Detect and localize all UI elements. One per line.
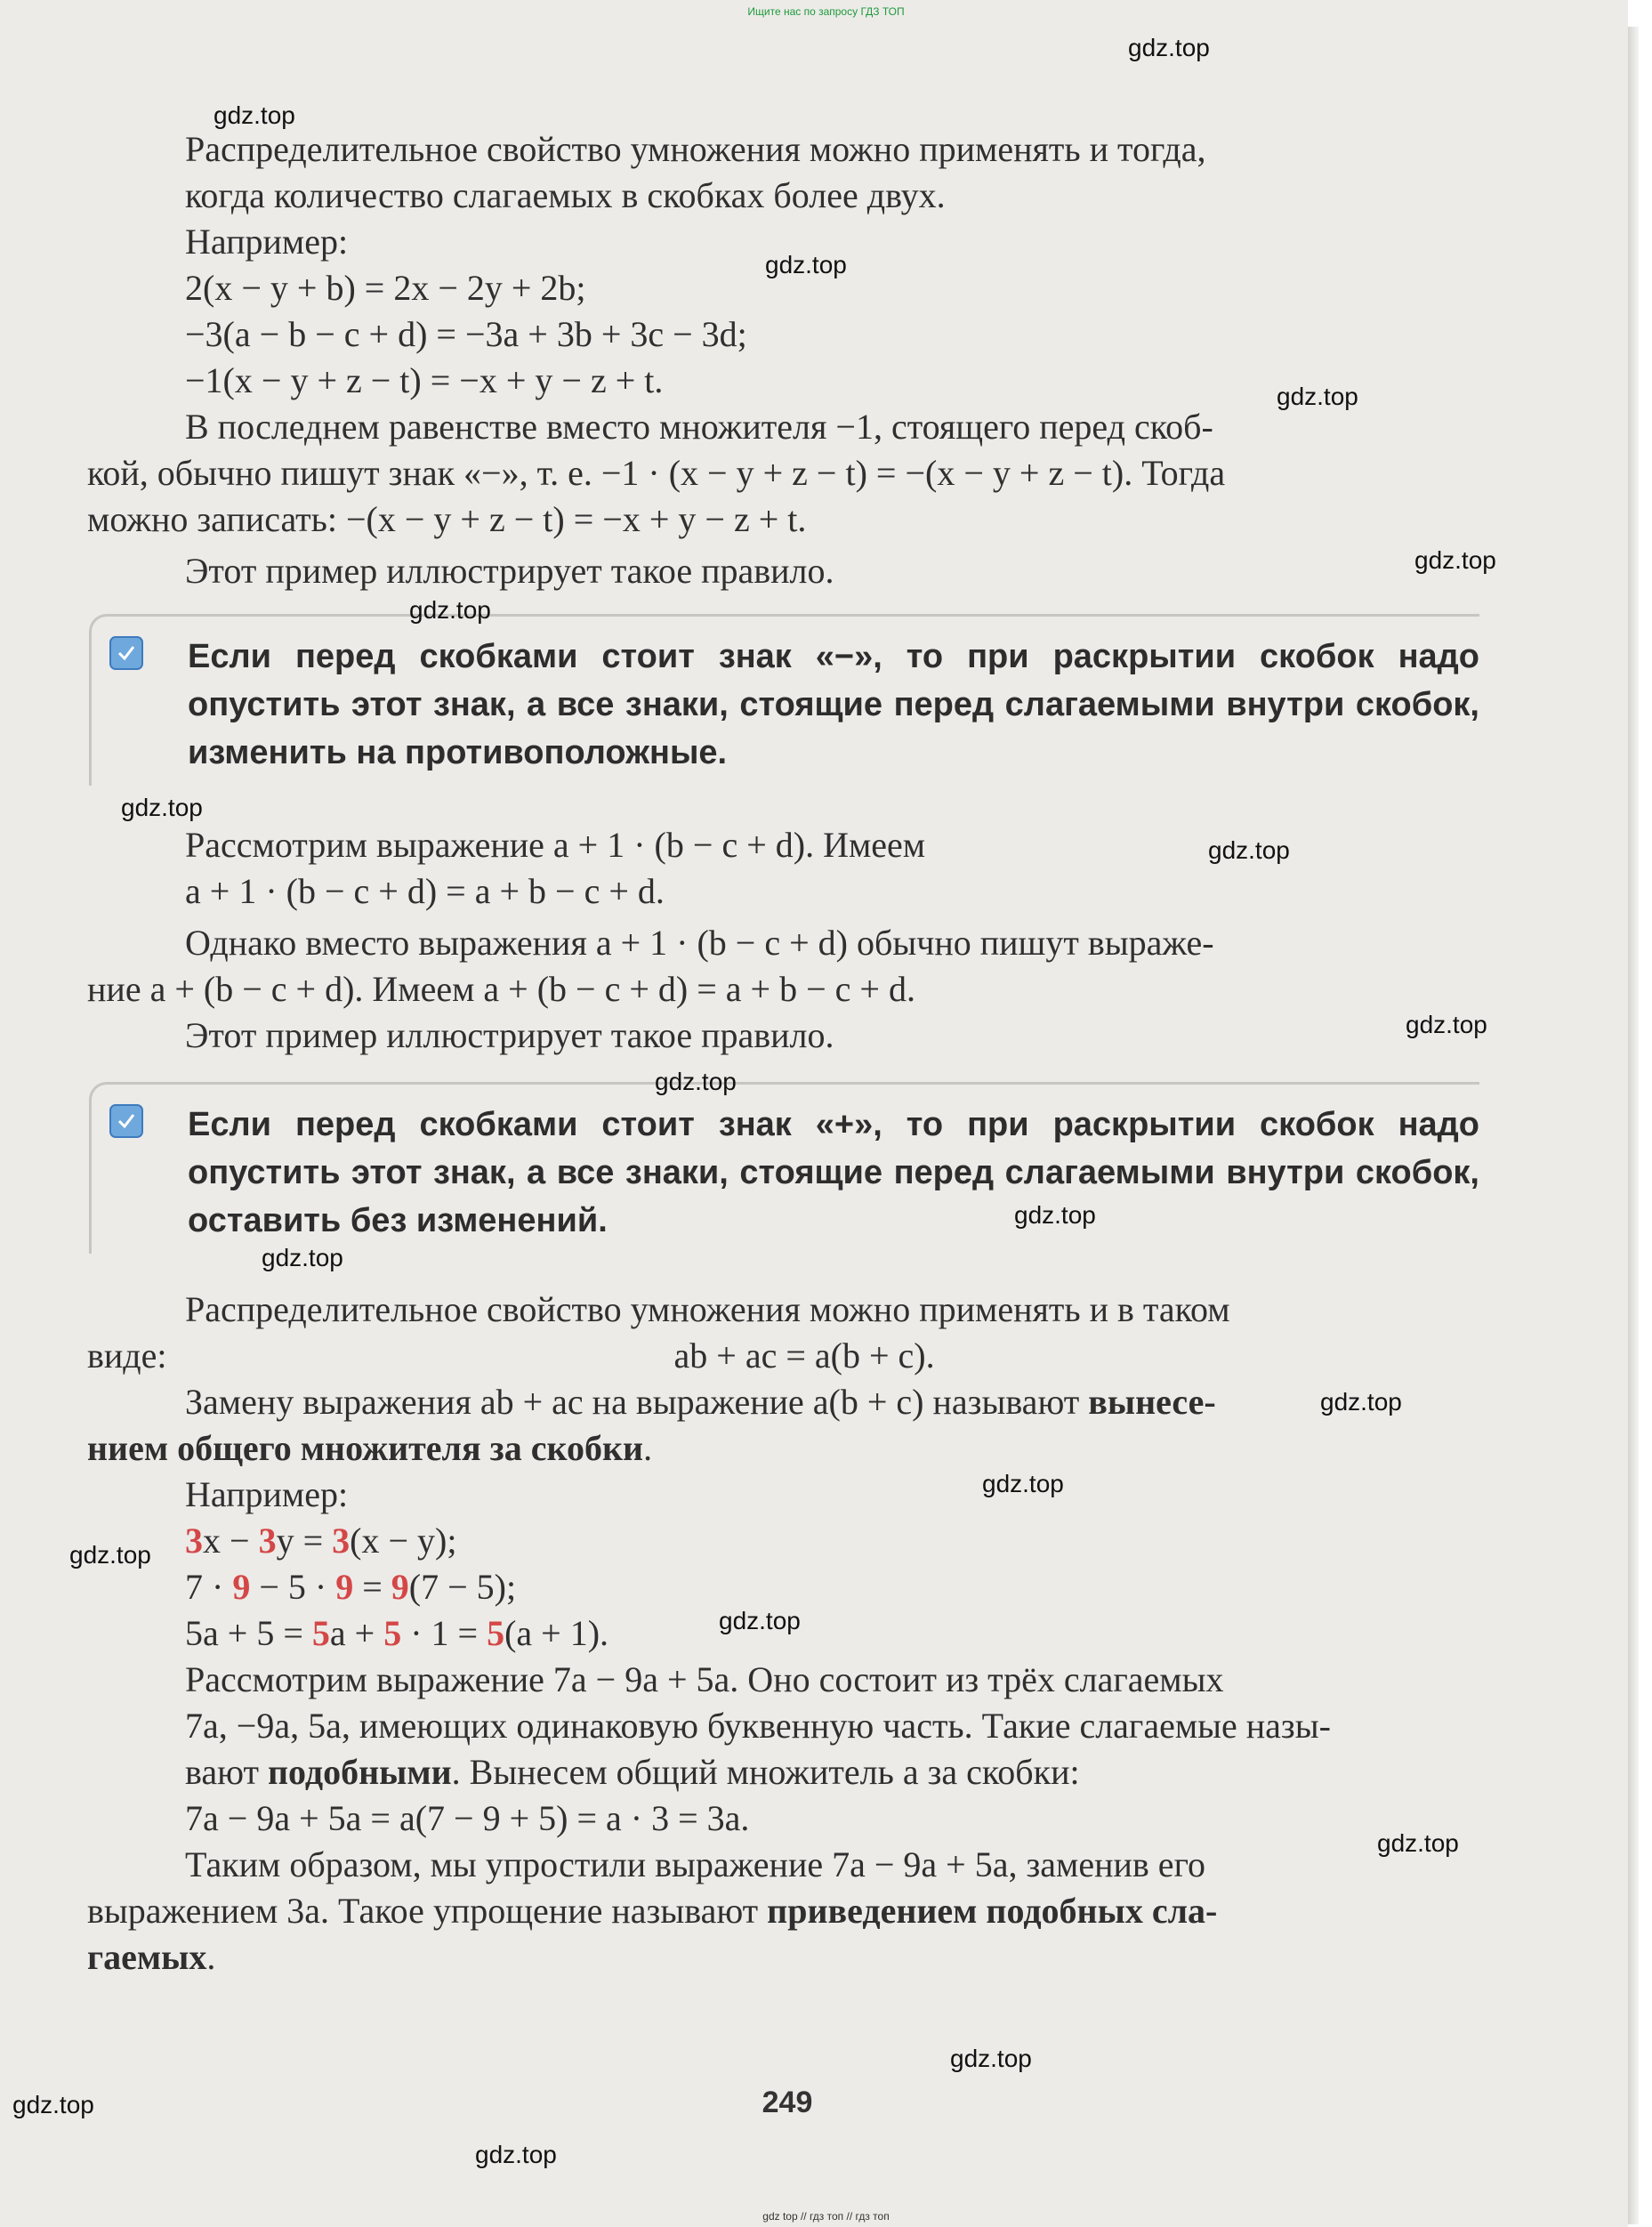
watermark: gdz.top [1208,836,1290,864]
paragraph-line-2: кой, обычно пишут знак «−», т. е. −1 · (x − y + z − t) = −(x − y + z − t). Тогда [87,453,1226,493]
rule-text-minus: Если перед скобками стоит знак «−», то при раскрытии скобок надо опустить этот знак, а все знаки, стоящие перед слагаемыми внутри скобок, изменить на противоположные. [188,638,1479,771]
s3-line-3 [185,1379,1475,1425]
factor-highlight: 9 [232,1567,251,1607]
paragraph-line-3: можно записать: −(x − y + z − t) = −x + y − z + t. [87,499,807,539]
watermark: gdz.top [655,1068,737,1095]
watermark: gdz.top [409,596,491,624]
s3-term-end: . [643,1428,653,1468]
illustrates-line: Этот пример иллюстрирует такое правило. [185,551,834,591]
term-reduction: приведением подобных сла- [767,1891,1218,1931]
s3-para-1-line-2: 7a, −9a, 5a, имеющих одинаковую буквенную часть. Такие слагаемые назы- [185,1706,1331,1746]
watermark: gdz.top [1406,1011,1487,1038]
s3-para-2-line-2 [87,1888,1475,1934]
s3-para-1-line-1: Рассмотрим выражение 7a − 9a + 5a. Оно состоит из трёх слагаемых [185,1659,1224,1699]
s3-example-1 [185,1518,1475,1564]
watermark: gdz.top [982,1470,1064,1497]
factor-highlight: 9 [391,1567,409,1607]
bottom-banner: gdz top // гдз топ // гдз топ [762,2210,890,2223]
watermark: gdz.top [1414,546,1496,574]
intro-line-1: Распределительное свойство умножения можно применять и тогда, [185,129,1206,169]
ex3-part: (a + 1). [504,1613,609,1653]
ex3-part: · 1 = [401,1613,488,1653]
s3-example-label: Например: [185,1474,349,1514]
example-label: Например: [185,222,349,262]
factor-highlight: 5 [487,1613,505,1653]
ex2-part: (7 − 5); [408,1567,517,1607]
term-reduction-end: гаемых [87,1937,207,1977]
para-part: . [206,1937,216,1977]
top-banner: Ищите нас по запросу ГДЗ ТОП [747,5,905,18]
ex1-part: (x − y); [350,1521,457,1561]
s2-line-2: a + 1 · (b − c + d) = a + b − c + d. [185,871,665,911]
s3-line-2-prefix: виде: [87,1335,167,1376]
para-part: . Вынесем общий множитель a за скобки: [451,1752,1080,1792]
equation-2: −3(a − b − c + d) = −3a + 3b + 3c − 3d; [185,314,747,354]
ex2-part: − 5 · [250,1567,336,1607]
watermark: gdz.top [1277,383,1358,410]
section-1 [87,126,1475,594]
s3-equation: 7a − 9a + 5a = a(7 − 9 + 5) = a · 3 = 3a. [185,1798,750,1838]
s3-line-4 [87,1425,1475,1472]
watermark: gdz.top [12,2091,94,2118]
watermark: gdz.top [262,1244,343,1271]
page-number: 249 [762,2086,813,2119]
para-part: выражением 3a. Такое упрощение называют [87,1891,768,1931]
s3-example-2 [185,1564,1475,1610]
s3-term-1: вынесе- [1088,1382,1216,1422]
watermark: gdz.top [121,794,203,821]
term-similar: подобными [267,1752,452,1792]
ex3-part: 5a + 5 = [185,1613,312,1653]
ex1-part: y = [276,1521,333,1561]
factor-highlight: 9 [335,1567,354,1607]
equation-3: −1(x − y + z − t) = −x + y − z + t. [185,360,664,400]
s3-para-2-line-1: Таким образом, мы упростили выражение 7a − 9a + 5a, заменив его [185,1844,1205,1884]
ex1-part: x − [203,1521,259,1561]
watermark: gdz.top [1377,1829,1459,1857]
ex3-part: a + [329,1613,384,1653]
watermark: gdz.top [214,101,295,129]
s2-line-1: Рассмотрим выражение a + 1 · (b − c + d). Имеем [185,825,926,865]
s3-example-3 [185,1610,1475,1657]
watermark: gdz.top [765,251,847,278]
factor-highlight: 3 [258,1521,277,1561]
watermark: gdz.top [475,2141,557,2168]
ex2-part: 7 · [185,1567,233,1607]
s2-illustrates: Этот пример иллюстрирует такое правило. [185,1015,834,1055]
watermark: gdz.top [1014,1201,1096,1229]
s3-term-2: нием общего множителя за скобки [87,1428,644,1468]
ex2-part: = [353,1567,391,1607]
rule-check-icon [109,636,143,670]
s3-line-2 [87,1333,1475,1379]
factor-highlight: 5 [383,1613,402,1653]
watermark: gdz.top [1128,34,1210,61]
watermark: gdz.top [719,1607,801,1634]
s2-line-4: ние a + (b − c + d). Имеем a + (b − c + d) = a + b − c + d. [87,969,915,1009]
s3-para-1-line-3 [185,1749,1475,1795]
s3-line-3-text: Замену выражения ab + ac на выражение a(b + c) называют [185,1382,1080,1422]
paragraph-line-1: В последнем равенстве вместо множителя −1, стоящего перед скоб- [185,407,1213,447]
page-edge [1628,27,1639,2224]
rule-text-plus: Если перед скобками стоит знак «+», то при раскрытии скобок надо опустить этот знак, а все знаки, стоящие перед слагаемыми внутри скобок, оставить без изменений. [188,1106,1479,1239]
s3-formula: ab + ac = a(b + c). [673,1335,935,1376]
watermark: gdz.top [950,2045,1032,2072]
watermark: gdz.top [69,1541,151,1569]
factor-highlight: 3 [332,1521,351,1561]
rule-box-minus [89,614,1479,786]
s3-line-1: Распределительное свойство умножения можно применять и в таком [185,1289,1230,1329]
s3-para-2-line-3 [87,1934,1475,1981]
equation-1: 2(x − y + b) = 2x − 2y + 2b; [185,268,586,308]
rule-box-plus [89,1082,1479,1254]
factor-highlight: 3 [185,1521,203,1561]
para-part: вают [185,1752,268,1792]
watermark: gdz.top [1320,1388,1402,1416]
s2-line-3: Однако вместо выражения a + 1 · (b − c + d) обычно пишут выраже- [185,923,1214,963]
factor-highlight: 5 [311,1613,330,1653]
intro-line-2: когда количество слагаемых в скобках более двух. [185,175,946,215]
rule-check-icon [109,1104,143,1138]
